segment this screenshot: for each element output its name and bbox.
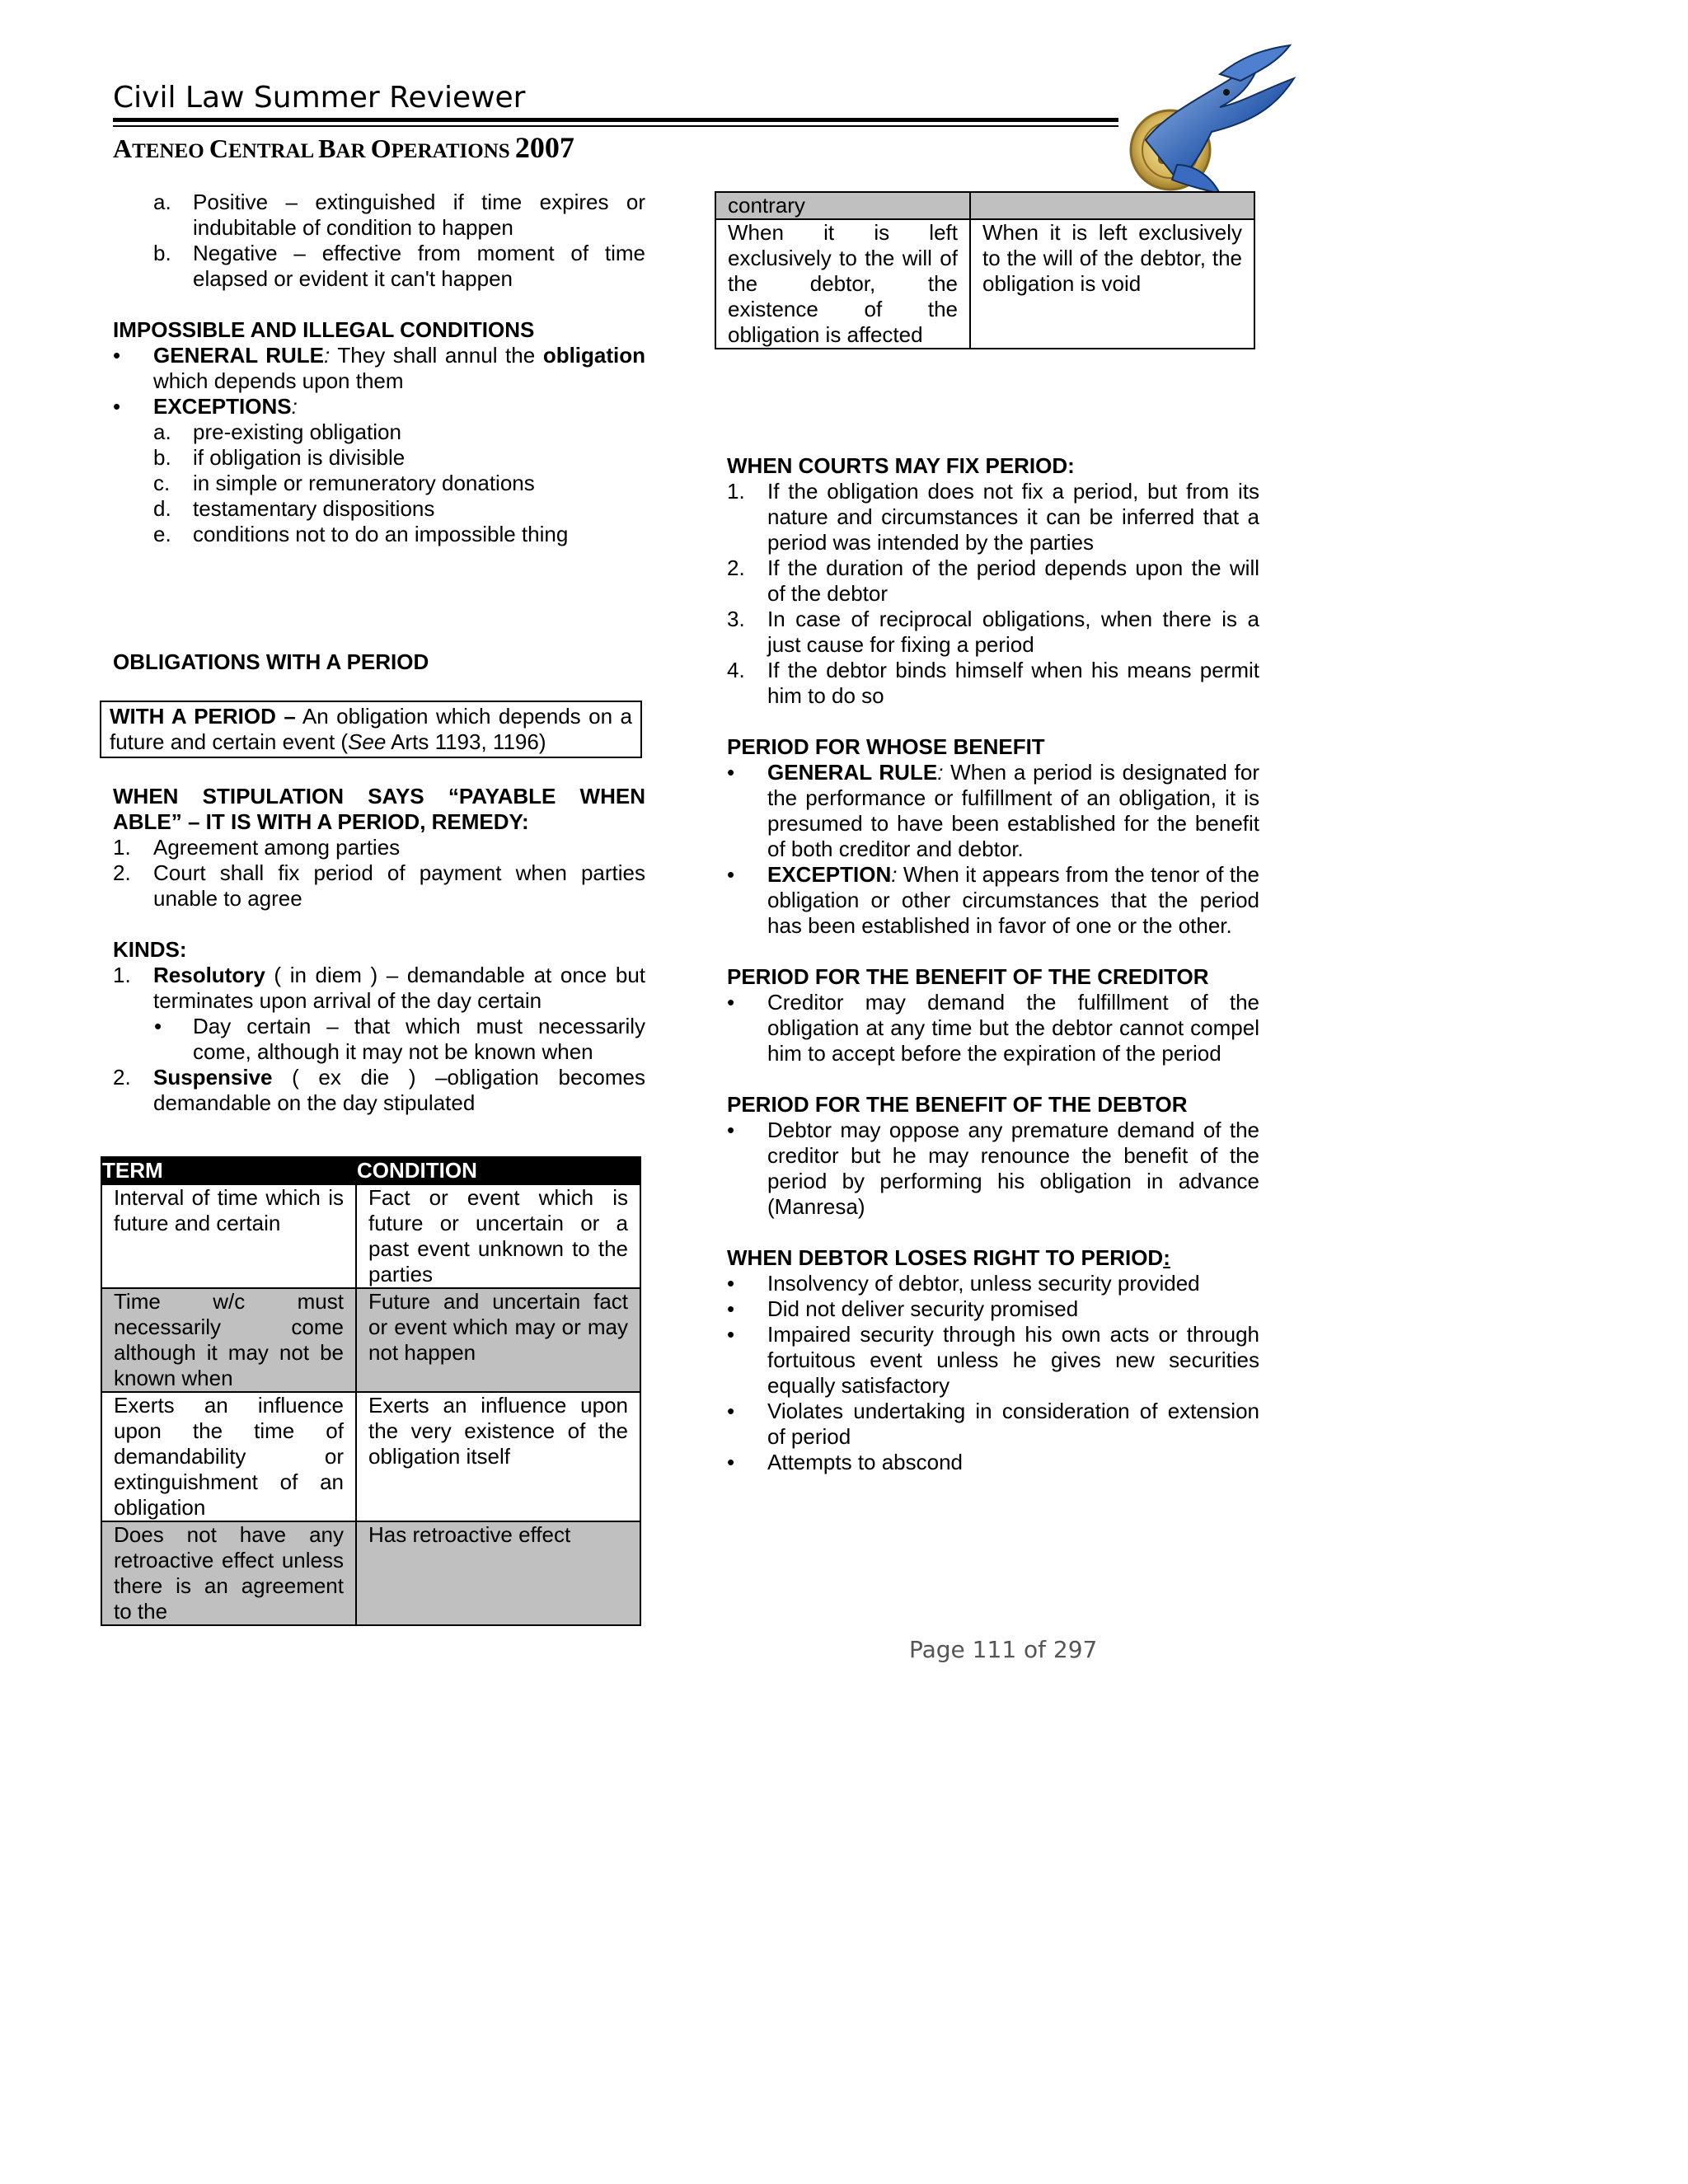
table-cell [970,192,1254,219]
list-item: • Debtor may oppose any premature demand of the creditor but he may renounce the benefit of the period by performing his obligation in advance (Manresa) [727,1118,1259,1219]
page-number: Page 111 of 297 [909,1636,1098,1663]
list-item: b. if obligation is divisible [153,445,406,470]
definition-box: WITH A PERIOD – An obligation which depends on a future and certain event (See Arts 1193, 1196) [100,701,642,758]
list-item: • Creditor may demand the fulfillment of the obligation at any time but the debtor cannot compel him to accept before the expiration of the period [727,990,1259,1066]
table-cell: Fact or event which is future or uncertain or a past event unknown to the parties [356,1184,640,1288]
list-item: 3. In case of reciprocal obligations, when there is a just cause for fixing a period [727,607,1259,657]
list-item: d. testamentary dispositions [153,496,435,521]
list-item: • Violates undertaking in consideration of extension of period [727,1399,1259,1449]
table-cell: Future and uncertain fact or event which may or may not happen [356,1288,640,1392]
table-row [101,1392,640,1521]
list-item: • Did not deliver security promised [727,1296,1079,1321]
section-heading-courts: WHEN COURTS MAY FIX PERIOD: [727,453,1075,478]
table-row [715,219,1254,349]
header-rule-thick [113,118,1118,122]
term-condition-table-continued [715,191,1255,349]
table-cell: Exerts an influence upon the time of demandability or extinguishment of an obligation [101,1392,356,1521]
left-column [110,190,646,1116]
table-cell: When it is left exclusively to the will of the debtor, the existence of the obligation is affected [715,219,970,349]
table-cell: Does not have any retroactive effect unless there is an agreement to the [101,1521,356,1625]
term-condition-table [101,1156,641,1626]
list-item: 2. Suspensive ( ex die ) –obligation becomes demandable on the day stipulated [113,1065,645,1115]
section-heading-creditor: PERIOD FOR THE BENEFIT OF THE CREDITOR [727,964,1209,989]
list-item: a. Positive – extinguished if time expires or indubitable of condition to happen [153,190,645,240]
list-item: 2. If the duration of the period depends upon the will of the debtor [727,555,1259,606]
column-header-term: TERM [101,1157,356,1184]
list-item: 1. If the obligation does not fix a period, but from its nature and circumstances it can be inferred that a period was intended by the parties [727,479,1259,555]
list-item: • Impaired security through his own acts or through fortuitous event unless he gives new securities equally satisfactory [727,1322,1259,1398]
list-item: • Day certain – that which must necessarily come, although it may not be known when [154,1014,645,1064]
list-item: b. Negative – effective from moment of time elapsed or evident it can't happen [153,241,645,291]
list-item: 2. Court shall fix period of payment when parties unable to agree [113,860,645,911]
right-column [727,453,1259,1475]
column-header-condition: CONDITION [356,1157,640,1184]
table-cell: Has retroactive effect [356,1521,640,1625]
table-cell: contrary [715,192,970,219]
table-row [101,1184,640,1288]
section-heading-debtor: PERIOD FOR THE BENEFIT OF THE DEBTOR [727,1092,1188,1117]
section-heading-loses: WHEN DEBTOR LOSES RIGHT TO PERIOD: [727,1245,1170,1270]
table-row [101,1521,640,1625]
document-title: Civil Law Summer Reviewer [113,81,526,115]
list-item: • Insolvency of debtor, unless security provided [727,1271,1200,1296]
section-heading-impossible: IMPOSSIBLE AND ILLEGAL CONDITIONS [113,317,535,342]
list-item: • EXCEPTION: When it appears from the tenor of the obligation or other circumstances that the period has been established in favor of one or the other. [727,862,1259,938]
section-heading-stipulation: WHEN STIPULATION SAYS “PAYABLE WHEN ABLE” – IT IS WITH A PERIOD, REMEDY: [113,784,645,834]
list-item: • GENERAL RULE: When a period is designated for the performance or fulfillment of an obligation, it is presumed to have been established for the benefit of both creditor and debtor. [727,760,1259,861]
list-item: 1. Agreement among parties [113,835,401,860]
list-item: • Attempts to abscond [727,1450,964,1474]
list-item: • EXCEPTIONS: [113,394,298,419]
list-item: c. in simple or remuneratory donations [153,471,535,495]
list-item: • GENERAL RULE: They shall annul the obligation which depends upon them [113,343,646,393]
table-cell: Time w/c must necessarily come although it may not be known when [101,1288,356,1392]
header-rule-thin [113,125,1118,127]
eagle-seal-logo-icon [1096,41,1302,198]
section-heading-period: OBLIGATIONS WITH A PERIOD [113,649,429,674]
list-item: a. pre-existing obligation [153,419,401,444]
section-heading-benefit: PERIOD FOR WHOSE BENEFIT [727,734,1045,759]
section-heading-kinds: KINDS: [113,937,187,962]
table-row [715,192,1254,219]
document-subtitle: ATENEO CENTRAL BAR OPERATIONS 2007 [113,131,574,164]
list-item: 1. Resolutory ( in diem ) – demandable at once but terminates upon arrival of the day certain [113,963,645,1013]
table-header-row [101,1157,640,1184]
table-row [101,1288,640,1392]
list-item: 4. If the debtor binds himself when his means permit him to do so [727,658,1259,708]
table-cell: Interval of time which is future and certain [101,1184,356,1288]
table-cell: When it is left exclusively to the will of the debtor, the obligation is void [970,219,1254,349]
table-cell: Exerts an influence upon the very existence of the obligation itself [356,1392,640,1521]
list-item: e. conditions not to do an impossible thing [153,522,569,546]
